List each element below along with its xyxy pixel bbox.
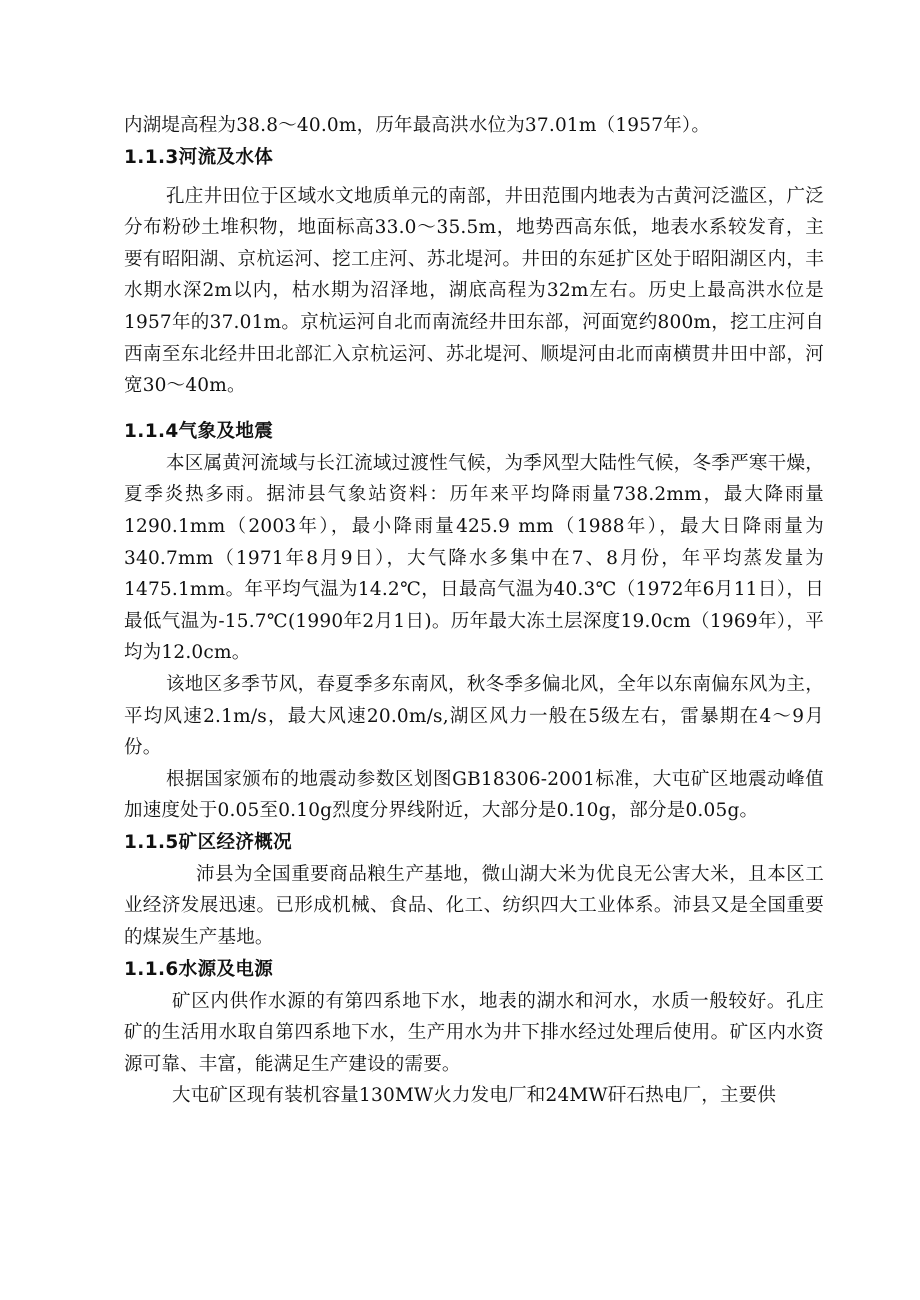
section-heading-water-power: 1.1.6水源及电源 (124, 958, 274, 980)
section-heading-climate: 1.1.4气象及地震 (124, 420, 274, 442)
spacer (124, 174, 824, 181)
paragraph-water: 矿区内供作水源的有第四系地下水，地表的湖水和河水，水质一般较好。孔庄矿的生活用水取自第四系地下水，生产用水为井下排水经过处理后使用。矿区内水资源可靠、丰富，能满足生产建设的需要。 (124, 990, 824, 1075)
paragraph-wind: 该地区多季节风，春夏季多东南风，秋冬季多偏北风，全年以东南偏东风为主，平均风速2.1m/s，最大风速20.0m/s,湖区风力一般在5级左右，雷暴期在4～9月份。 (124, 673, 824, 759)
section-heading-economy: 1.1.5矿区经济概况 (124, 831, 293, 853)
paragraph-economy: 沛县为全国重要商品粮生产基地，微山湖大米为优良无公害大米，且本区工业经济发展迅速。已形成机械、食品、化工、纺织四大工业体系。沛县又是全国重要的煤炭生产基地。 (124, 863, 824, 949)
paragraph-climate: 本区属黄河流域与长江流域过渡性气候，为季风型大陆性气候，冬季严寒干燥，夏季炎热多雨。据沛县气象站资料：历年来平均降雨量738.2mm，最大降雨量1290.1mm（2003年），最小降雨量425.9 mm（1988年），最大日降雨量为340.7mm（1971年8月9日），大气降水多集中在7、8月份，年平均蒸发量为1475.1mm。年平均气温为14.2℃，日最高气温为40.3℃（1972年6月11日），日最低气温为-15.7℃(1990年2月1日)。历年最大冻土层深度19.0cm（1969年），平均为12.0cm。 (124, 452, 824, 664)
section-heading-rivers: 1.1.3河流及水体 (124, 146, 274, 168)
paragraph-rivers: 孔庄井田位于区域水文地质单元的南部，井田范围内地表为古黄河泛滥区，广泛分布粉砂土堆积物，地面标高33.0～35.5m，地势西高东低，地表水系较发育，主要有昭阳湖、京杭运河、挖工庄河、苏北堤河。井田的东延扩区处于昭阳湖区内，丰水期水深2m以内，枯水期为沼泽地，湖底高程为32m左右。历史上最高洪水位是1957年的37.01m。京杭运河自北而南流经井田东部，河面宽约800m，挖工庄河自西南至东北经井田北部汇入京杭运河、苏北堤河、顺堤河由北而南横贯井田中部，河宽30～40m。 (124, 185, 824, 397)
paragraph-power: 大屯矿区现有装机容量130MW火力发电厂和24MW矸石热电厂，主要供 (172, 1085, 777, 1107)
document-body (124, 110, 824, 1112)
spacer (124, 402, 824, 416)
paragraph-earthquake: 根据国家颁布的地震动参数区划图GB18306-2001标准，大屯矿区地震动峰值加速度处于0.05至0.10g烈度分界线附近，大部分是0.10g，部分是0.05g。 (124, 768, 824, 822)
top-paragraph: 内湖堤高程为38.8～40.0m，历年最高洪水位为37.01m（1957年）。 (124, 115, 711, 136)
